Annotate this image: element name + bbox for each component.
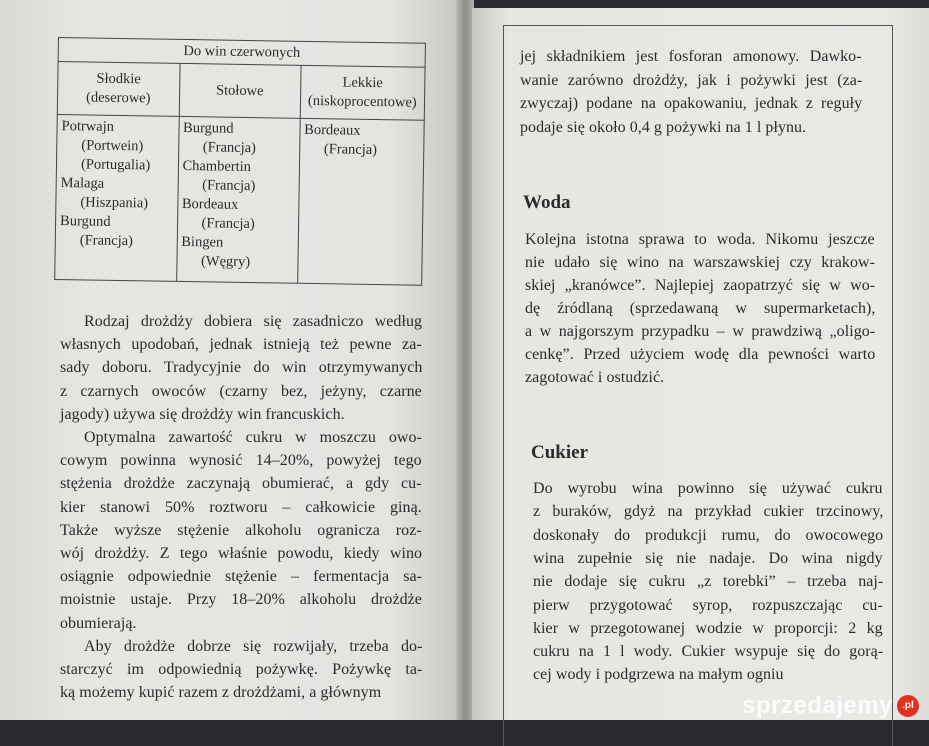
table-cell <box>297 118 424 285</box>
wine-entry: (Portugalia) <box>80 156 151 174</box>
wine-entry: Burgund <box>182 119 234 137</box>
text-line: cej wody i podgrzewa na małym ogniu <box>533 666 784 684</box>
text-line: Aby drożdże dobrze się rozwijały, trzeba do- <box>84 637 423 655</box>
wine-entry: Potrwajn <box>61 118 115 135</box>
wine-entry: (Francja) <box>201 215 255 233</box>
text-line: kier w przegotowanej wodzie w proporcji: 2 kg <box>533 619 883 637</box>
section-heading-cukier: Cukier <box>531 442 588 463</box>
text-line: z czarnych owoców (czarny bez, jeżyny, czarne <box>60 382 422 400</box>
text-line: moistnie ustaje. Przy 18–20% alkoholu drożdże <box>60 591 422 609</box>
text-line: zwyczaj) podane na opakowaniu, jednak z reguły <box>520 95 863 112</box>
text-line: doskonały do produkcji rumu, do owocowego <box>533 526 884 544</box>
watermark <box>742 692 919 719</box>
text-line: dę źródlaną (sprzedawaną w supermarketach), <box>525 300 876 317</box>
wine-entry: (Francja) <box>202 177 256 195</box>
wine-entry: (Francja) <box>79 232 134 250</box>
text-line: pierw przygotować syrop, rozpuszczając cu- <box>533 596 883 614</box>
wine-entry: (Hiszpania) <box>80 194 149 212</box>
table-cell <box>176 116 300 283</box>
wine-entry: Burgund <box>59 213 111 230</box>
text-line: własnych upodobań, jednak istnieją też pewne za- <box>60 336 422 354</box>
column-header-line: Stołowe <box>215 81 264 99</box>
watermark-badge: .pl <box>897 695 919 717</box>
section-heading-woda: Woda <box>523 192 571 213</box>
text-line: obumierają. <box>60 614 137 632</box>
text-line: a w najgorszym przypadku – w prawdziwą „oligo- <box>525 323 876 340</box>
text-line: cukru na 1 l wody. Cukier wsypuje się do gorą- <box>533 643 884 661</box>
text-line: nie dodaje się cukru „z torebki” – trzeba naj- <box>533 573 884 591</box>
text-line: wój drożdży. Z tego właśnie powodu, kiedy wino <box>60 545 423 562</box>
text-line: osiągnie odpowiednie stężenie – fermentacja sa- <box>60 568 422 586</box>
wine-entry: Chambertin <box>182 157 252 176</box>
wine-entry: Bingen <box>181 233 224 251</box>
text-line: starczyć im odpowiednią pożywkę. Pożywkę ta- <box>60 661 423 678</box>
text-line: cenkę”. Przed użyciem wodę dla pewności warto <box>525 346 876 363</box>
text-line: jej składnikiem jest fosforan amonowy. Dawko- <box>520 48 862 65</box>
table-title: Do win czerwonych <box>58 38 425 68</box>
wine-entry: Bordeaux <box>304 121 361 139</box>
text-line: Do wyrobu wina powinno się używać cukru <box>533 480 883 497</box>
wine-entry: Malaga <box>60 175 105 192</box>
column-header-line: (deserowe) <box>85 89 151 107</box>
wine-entry: (Portwein) <box>81 137 144 155</box>
text-line: Rodzaj drożdży dobiera się zasadniczo według <box>84 313 423 330</box>
column-header <box>300 65 425 120</box>
text-line: cowym powinna wynosić 14–20%, powyżej tego <box>60 452 422 470</box>
text-line: podaje się około 0,4 g pożywki na 1 l płynu. <box>520 118 807 136</box>
text-line: kier stanowi 50% roztworu – całkowicie giną. <box>60 498 422 516</box>
text-line: zagotować i ostudzić. <box>525 369 665 386</box>
column-header-line: Słodkie <box>96 70 141 88</box>
table-header-row <box>57 62 425 121</box>
text-line: Optymalna zawartość cukru w moszczu owo- <box>84 429 422 446</box>
table-cell <box>55 114 179 281</box>
text-line: sady doboru. Tradycyjnie do win otrzymywanych <box>60 359 423 377</box>
text-line: jagody) używa się drożdży win francuskich. <box>60 405 345 423</box>
wine-entry: (Francja) <box>323 141 378 159</box>
text-line: skiej „kranówce”. Najlepiej zaopatrzyć się w wo- <box>525 277 876 294</box>
wine-entry: Bordeaux <box>181 195 239 213</box>
text-line: ką możemy kupić razem z drożdżami, a głównym <box>60 684 382 702</box>
column-header-line: (niskoprocentowe) <box>307 92 417 111</box>
text-line: wina zupełnie się nie nadaje. Do wina nigdy <box>533 549 883 567</box>
wine-entry: (Francja) <box>202 139 257 157</box>
watermark-logo: sprzedajemy <box>742 692 893 719</box>
table-body-row <box>55 114 425 285</box>
column-header <box>179 63 301 118</box>
column-header-line: Lekkie <box>342 74 383 92</box>
text-line: Także wyższe stężenie alkoholu ogranicza roz- <box>60 521 422 539</box>
text-line: z buraków, gdyż na przykład cukier trzcinowy, <box>533 503 884 521</box>
wine-entry: (Węgry) <box>200 253 251 271</box>
red-wine-yeast-table <box>54 37 426 286</box>
column-header <box>57 62 179 117</box>
text-line: stężenia drożdże zaczynają obumierać, a gdy cu- <box>60 475 422 493</box>
text-line: nie udało się wino na warszawskiej czy krakow- <box>525 254 875 271</box>
text-line: Kolejna istotna sprawa to woda. Nikomu jeszcze <box>525 231 875 248</box>
text-line: wanie zarówno drożdży, jak i pożywki jest (za- <box>520 71 863 89</box>
